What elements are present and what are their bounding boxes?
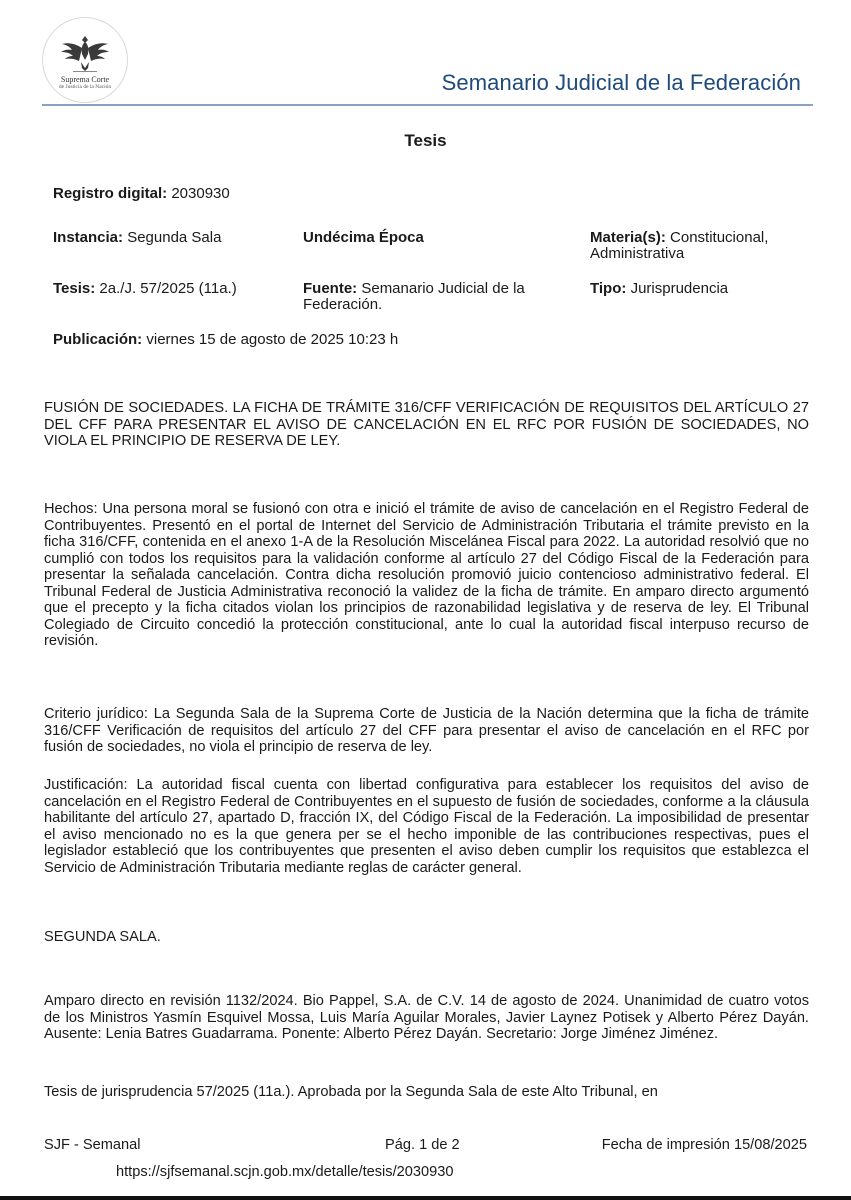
registro-label: Registro digital: [53, 185, 168, 202]
tipo-value: Jurisprudencia [630, 280, 729, 297]
sala-label: SEGUNDA SALA. [44, 929, 161, 945]
hechos-paragraph: Hechos: Una persona moral se fusionó con otra e inició el trámite de aviso de cancelación en el Registro Federal de Contribuyentes. Presentó en el portal de Internet del Servicio de Administración Tributaria el trámite previsto en la ficha 316/CFF, contenida en el anexo 1-A de la Resolución Miscelánea Fiscal para 2022. La autoridad resolvió que no cumplió con todos los requisitos para la validación conforme al artículo 27 del Código Fiscal de la Federación para presentar la señalada cancelación. Contra dicha resolución promovió juicio contencioso administrativo federal. El Tribunal Federal de Justicia Administrativa reconoció la validez de la ficha de trámite. En amparo directo argumentó que el precepto y la ficha citados violan los principios de razonabilidad legislativa y de reserva de ley. El Tribunal Colegiado de Circuito concedió la protección constitucional, ante lo cual la autoridad fiscal interpuso recurso de revisión. [44, 501, 809, 649]
registro-value: 2030930 [171, 185, 230, 202]
footer-source: SJF - Semanal [44, 1137, 141, 1153]
precedente-paragraph: Amparo directo en revisión 1132/2024. Bio Pappel, S.A. de C.V. 14 de agosto de 2024. Unanimidad de cuatro votos de los Ministros Yasmín Esquivel Mossa, Luis María Aguilar Morales, Javier Laynez Potisek y Alberto Pérez Dayán. Ausente: Lenia Batres Guadarrama. Ponente: Alberto Pérez Dayán. Secretario: Jorge Jiménez Jiménez. [44, 993, 809, 1042]
publication-title: Semanario Judicial de la Federación [441, 70, 801, 95]
publicacion-value: viernes 15 de agosto de 2025 10:23 h [146, 331, 399, 348]
tesis-rubro: FUSIÓN DE SOCIEDADES. LA FICHA DE TRÁMITE 316/CFF VERIFICACIÓN DE REQUISITOS DEL ARTÍCULO 27 DEL CFF PARA PRESENTAR EL AVISO DE CANCELACIÓN EN EL RFC POR FUSIÓN DE SOCIEDADES, NO VIOLA EL PRINCIPIO DE RESERVA DE LEY. [44, 400, 809, 449]
bottom-edge [0, 1196, 851, 1200]
logo-text-line1: Suprema Corte [60, 75, 110, 84]
tesis-label: Tesis: [53, 280, 96, 297]
page-number: Pág. 1 de 2 [385, 1137, 460, 1153]
print-date: Fecha de impresión 15/08/2025 [601, 1137, 807, 1153]
instancia [53, 230, 221, 246]
scjn-logo [42, 17, 128, 103]
document-type-heading: Tesis [404, 131, 447, 150]
materia-value-2: Administrativa [590, 245, 685, 262]
tesis-value: 2a./J. 57/2025 (11a.) [99, 280, 237, 297]
fuente-label: Fuente: [303, 280, 358, 297]
source-url-link[interactable]: https://sjfsemanal.scjn.gob.mx/detalle/tesis/2030930 [116, 1164, 454, 1180]
publicacion-label: Publicación: [53, 331, 143, 348]
tesis-number [53, 281, 237, 297]
logo-text-line2: de Justicia de la Nación [58, 84, 112, 90]
materia-value: Constitucional, [670, 229, 769, 246]
fuente [303, 281, 573, 313]
materia-label: Materia(s): [590, 229, 666, 246]
materia [590, 230, 820, 262]
instancia-value: Segunda Sala [127, 229, 222, 246]
tipo [590, 281, 728, 297]
fuente-value-2: Federación. [303, 296, 383, 313]
publicacion [53, 332, 398, 348]
header-divider [42, 104, 813, 106]
instancia-label: Instancia: [53, 229, 124, 246]
epoca [303, 230, 424, 246]
criterio-paragraph: Criterio jurídico: La Segunda Sala de la Suprema Corte de Justicia de la Nación determina que la ficha de trámite 316/CFF Verificación de requisitos del artículo 27 del CFF para presentar el aviso de cancelación en el RFC por fusión de sociedades, no viola el principio de reserva de ley. [44, 706, 809, 755]
tipo-label: Tipo: [590, 280, 627, 297]
tesis-jurisprudencia-line: Tesis de jurisprudencia 57/2025 (11a.). Aprobada por la Segunda Sala de este Alto Tribunal, en [44, 1084, 658, 1100]
fuente-value: Semanario Judicial de la [361, 280, 525, 297]
epoca-value: Undécima Época [303, 229, 424, 246]
registro-digital [53, 186, 230, 202]
justificacion-paragraph: Justificación: La autoridad fiscal cuenta con libertad configurativa para establecer los requisitos del aviso de cancelación en el Registro Federal de Contribuyentes en el supuesto de fusión de sociedades, conforme a la cláusula habilitante del artículo 27, apartado D, fracción IX, del Código Fiscal de la Federación. La imposibilidad de presentar el aviso mencionado no es la que genera per se el hecho imponible de las contribuciones respectivas, pues el legislador estableció que los contribuyentes que presenten el aviso deben cumplir los requisitos que establezca el Servicio de Administración Tributaria mediante reglas de carácter general. [44, 777, 809, 876]
